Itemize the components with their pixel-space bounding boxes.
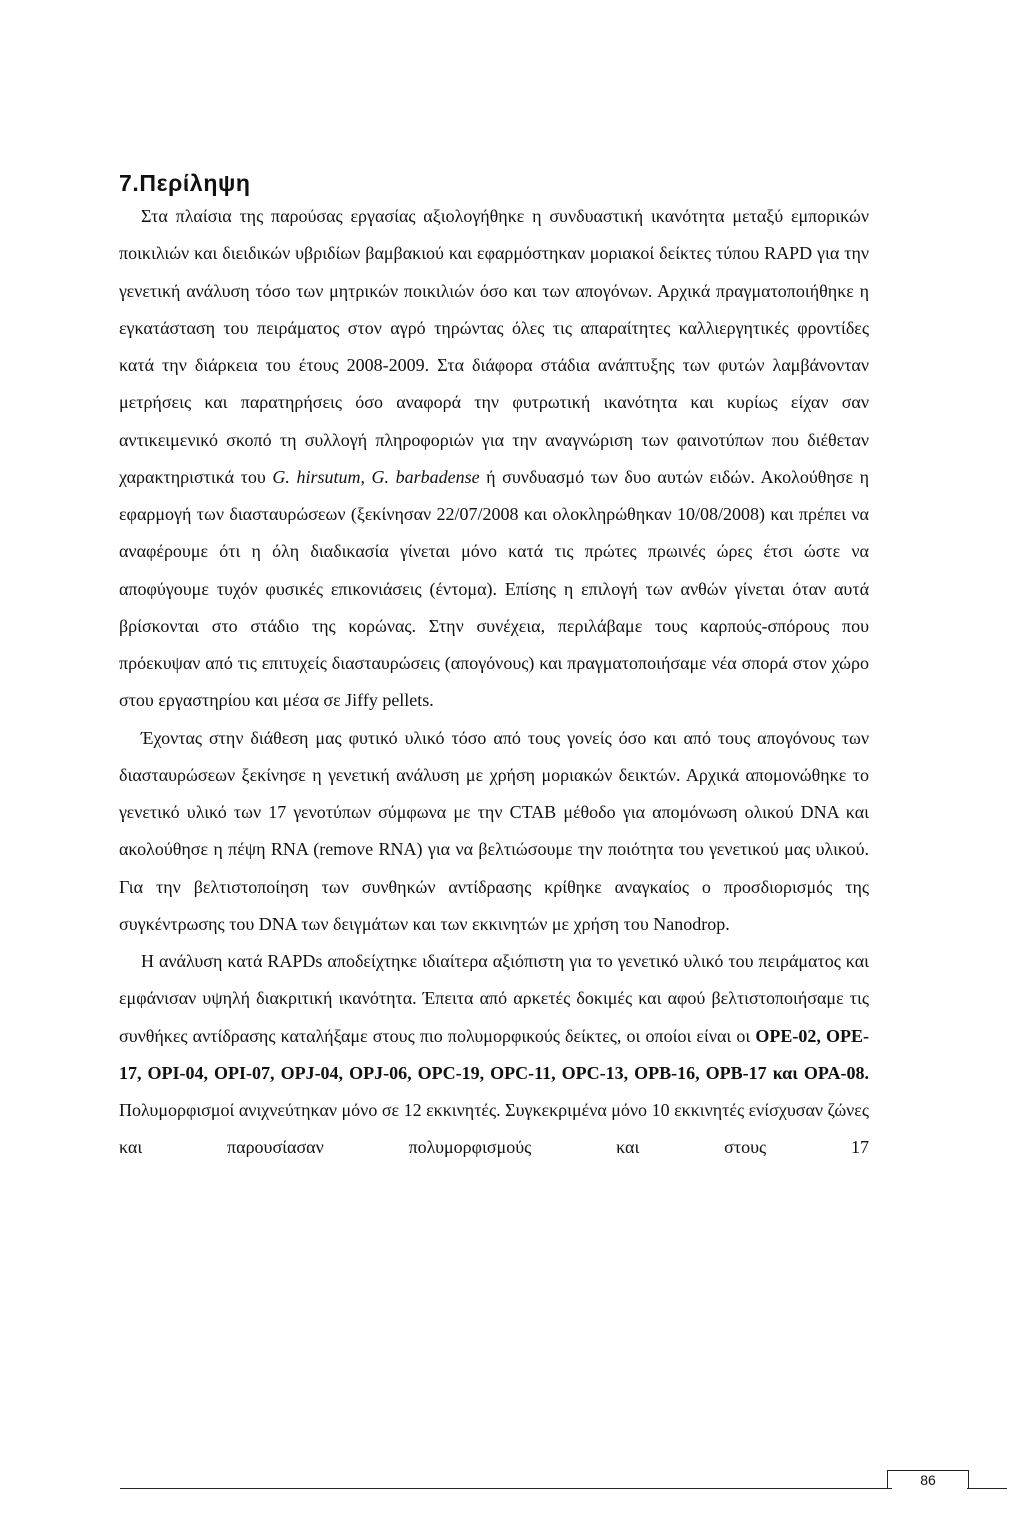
footer-rule-right bbox=[967, 1488, 1007, 1489]
footer-rule bbox=[120, 1488, 892, 1489]
summary-body bbox=[119, 198, 869, 1167]
paragraph-2: Έχοντας στην διάθεση μας φυτικό υλικό τόσο από τους γονείς όσο και από τους απογόνους των διασταυρώσεων ξεκίνησε η γενετική ανάλυση με χρήση μοριακών δεικτών. Αρχικά απομονώθηκε το γενετικό υλικό των 17 γενοτύπων σύμφωνα με την CTAB μέθοδο για απομόνωση ολικού DNA και ακολούθησε η πέψη RNA (remove RNA) για να βελτιώσουμε την ποιότητα του γενετικού μας υλικού. Για την βελτιστοποίηση των συνθηκών αντίδρασης κρίθηκε αναγκαίος ο προσδιορισμός της συγκέντρωσης του DNA των δειγμάτων και των εκκινητών με χρήση του Nanodrop. bbox=[119, 727, 869, 934]
paragraph-1-continuation: ή συνδυασμό των δυο αυτών ειδών. Ακολούθησε η εφαρμογή των διασταυρώσεων (ξεκίνησαν 22/07/2008 και ολοκληρώθηκαν 10/08/2008) και πρέπει να αναφέρουμε ότι η όλη διαδικασία γίνεται μόνο κατά τις πρώτες πρωινές ώρες έτσι ώστε να αποφύγουμε τυχόν φυσικές επικονιάσεις (έντομα). Επίσης η επιλογή των ανθών γίνεται όταν αυτά βρίσκονται στο στάδιο της κορώνας. Στην συνέχεια, περιλάβαμε τους καρπούς-σπόρους που πρόεκυψαν από τις επιτυχείς διασταυρώσεις (απογόνους) και πραγματοποιήσαμε νέα σπορά στον χώρο στου εργαστηρίου και μέσα σε Jiffy pellets. bbox=[119, 466, 870, 711]
paragraph-3-continuation: Πολυμορφισμοί ανιχνεύτηκαν μόνο σε 12 εκκινητές. Συγκεκριμένα μόνο 10 εκκινητές ενίσχυσαν ζώνες και παρουσίασαν πολυμορφισμούς και στους 17 bbox=[119, 1100, 869, 1158]
species-names: G. hirsutum, G. barbadense bbox=[272, 466, 480, 487]
paragraph-1-text: Στα πλαίσια της παρούσας εργασίας αξιολογήθηκε η συνδυαστική ικανότητα μεταξύ εμπορικών ποικιλιών και διειδικών υβριδίων βαμβακιού και εφαρμόστηκαν μοριακοί δείκτες τύπου RAPD για την γενετική ανάλυση τόσο των μητρικών ποικιλιών όσο και των απογόνων. Αρχικά πραγματοποιήθηκε η εγκατάσταση του πειράματος στον αγρό τηρώντας όλες τις απαραίτητες καλλιεργητικές φροντίδες κατά την διάρκεια του έτους 2008-2009. Στα διάφορα στάδια ανάπτυξης των φυτών λαμβάνονταν μετρήσεις και παρατηρήσεις όσο αναφορά την φυτρωτική ικανότητα και κυρίως είχαν σαν αντικειμενικό σκοπό τη συλλογή πληροφοριών για την αναγνώριση των φαινοτύπων που διέθεταν χαρακτηριστικά του bbox=[119, 206, 869, 487]
paragraph-1 bbox=[119, 198, 869, 720]
section-heading: 7.Περίληψη bbox=[119, 170, 251, 196]
page-number: 86 bbox=[887, 1470, 969, 1489]
paragraph-3-text: Η ανάλυση κατά RAPDs αποδείχτηκε ιδιαίτερα αξιόπιστη για το γενετικό υλικό του πειράματος και εμφάνισαν υψηλή διακριτική ικανότητα. Έπειτα από αρκετές δοκιμές και αφού βελτιστοποιήσαμε τις συνθήκες αντίδρασης καταλήξαμε στους πιο πολυμορφικούς δείκτες, οι οποίοι είναι οι bbox=[119, 951, 869, 1046]
paragraph-3 bbox=[119, 943, 869, 1167]
marker-list: OPE-02, OPE-17, OPI-04, OPI-07, OPJ-04, OPJ-06, OPC-19, OPC-11, OPC-13, OPB-16, OPB-17 και OPA-08. bbox=[119, 1025, 869, 1083]
